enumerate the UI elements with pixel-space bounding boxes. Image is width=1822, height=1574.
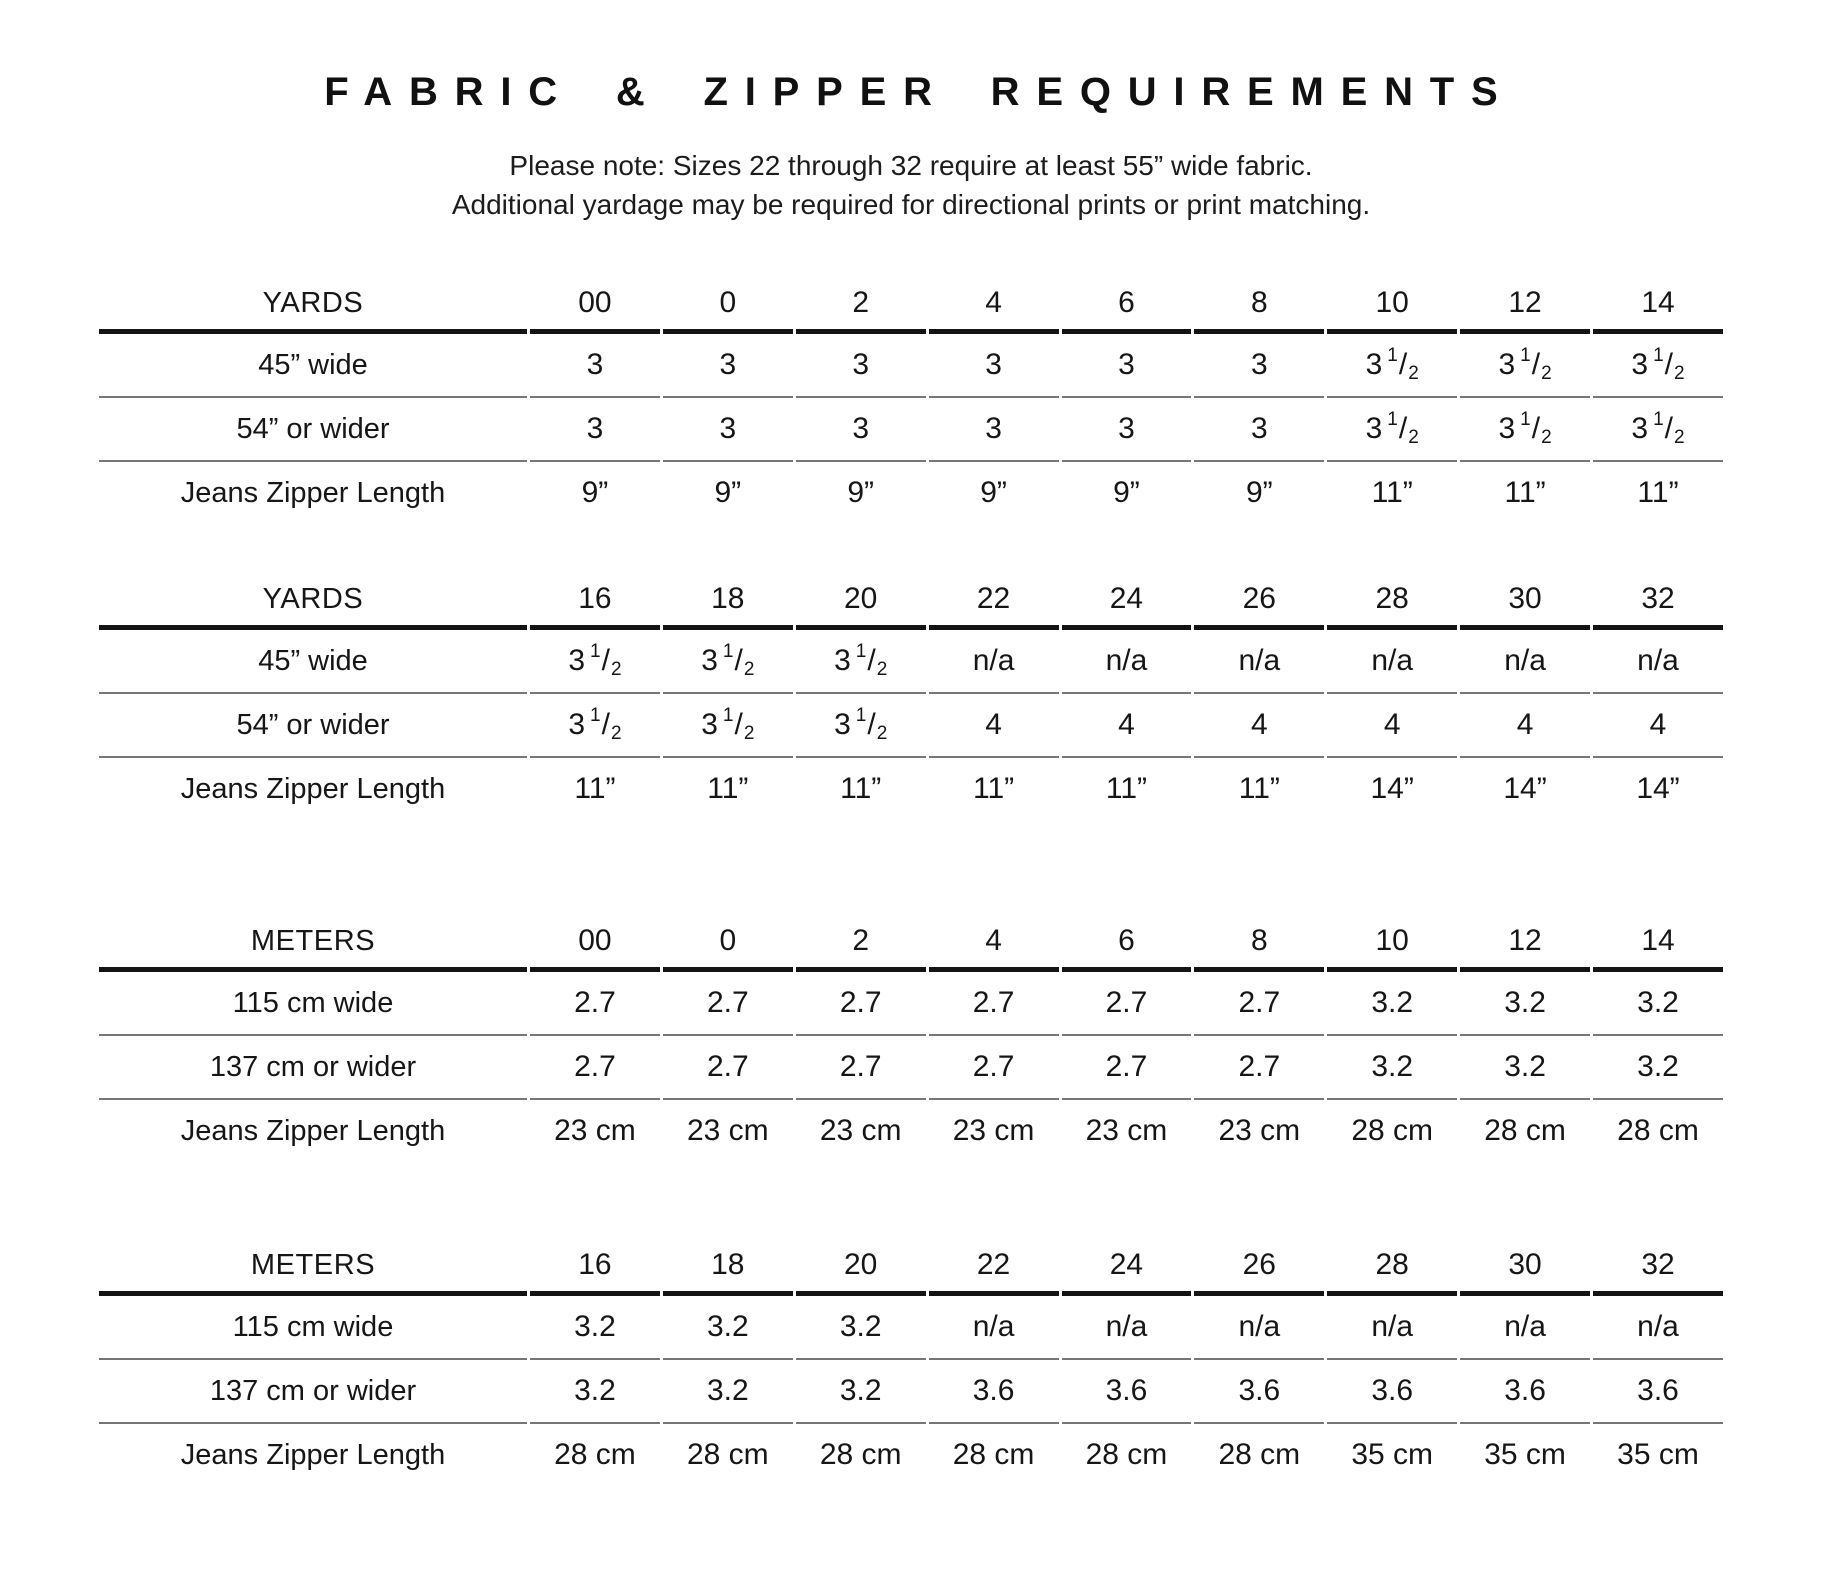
row-label: Jeans Zipper Length — [180, 476, 446, 509]
value-cell: 2.7 — [1194, 972, 1324, 1036]
size-header-cell: 24 — [1062, 1248, 1192, 1296]
value-cell: 14” — [1636, 772, 1680, 806]
unit-label: YARDS — [99, 582, 527, 630]
table-row — [99, 398, 1723, 462]
size-header-cell: 00 — [530, 286, 660, 334]
value-cell: 3.2 — [1593, 972, 1723, 1036]
value-cell: n/a — [1593, 630, 1723, 694]
value-cell: 2.7 — [1194, 1036, 1324, 1100]
unit-label: METERS — [99, 1248, 527, 1296]
value-cell: 3 — [929, 398, 1059, 462]
value-cell: 3 $^1$/2 — [796, 694, 926, 758]
size-header-cell: 12 — [1460, 286, 1590, 334]
value-cell: 28 cm — [819, 1438, 902, 1472]
value-cell: 11” — [1504, 476, 1546, 510]
value-cell: 9” — [714, 476, 742, 510]
fraction: $^1$/2 — [722, 705, 755, 745]
fraction: $^1$/2 — [1653, 345, 1685, 385]
size-header-cell: 00 — [530, 924, 660, 972]
row-label: Jeans Zipper Length — [180, 1438, 446, 1471]
table-row — [99, 694, 1723, 758]
size-header-cell: 18 — [663, 582, 793, 630]
value-cell: 2.7 — [663, 1036, 793, 1100]
value-cell: 3.2 — [1327, 1036, 1457, 1100]
value-cell: 23 cm — [952, 1114, 1035, 1148]
value-cell: 4 — [1460, 694, 1590, 758]
table-row — [99, 1296, 1723, 1360]
value-cell: 3 $^1$/2 — [1593, 334, 1723, 398]
value-cell: 3 $^1$/2 — [663, 630, 793, 694]
note-line-1: Please note: Sizes 22 through 32 require at least 55” wide fabric. — [509, 150, 1313, 181]
fraction: $^1$/2 — [1520, 409, 1552, 449]
value-cell: 3 $^1$/2 — [1327, 334, 1457, 398]
value-cell: n/a — [1593, 1296, 1723, 1360]
value-cell: 2.7 — [530, 1036, 660, 1100]
value-cell: 3.6 — [1194, 1360, 1324, 1424]
fraction: $^1$/2 — [1387, 409, 1419, 449]
fraction: $^1$/2 — [855, 705, 888, 745]
page-header — [0, 0, 1822, 224]
meters-table-sizes-16-32 — [96, 1248, 1726, 1486]
value-cell: 23 cm — [554, 1114, 636, 1148]
size-header-cell: 22 — [929, 1248, 1059, 1296]
size-header-cell: 28 — [1327, 582, 1457, 630]
table-row — [99, 1036, 1723, 1100]
value-cell: 3 — [530, 334, 660, 398]
value-cell: 4 — [1593, 694, 1723, 758]
value-cell: 35 cm — [1617, 1438, 1699, 1472]
value-cell: 4 — [1062, 694, 1192, 758]
table-row — [99, 1100, 1723, 1162]
value-cell: 11” — [1637, 476, 1679, 510]
size-header-cell: 32 — [1593, 1248, 1723, 1296]
value-cell: 11” — [1238, 772, 1280, 806]
page-title: FABRIC & ZIPPER REQUIREMENTS — [324, 70, 1515, 114]
value-cell: n/a — [1460, 630, 1590, 694]
value-cell: 3.2 — [1460, 972, 1590, 1036]
value-cell: 3 $^1$/2 — [663, 694, 793, 758]
value-cell: 2.7 — [796, 1036, 926, 1100]
size-header-cell: 32 — [1593, 582, 1723, 630]
row-label: Jeans Zipper Length — [180, 1114, 446, 1147]
tables-container — [96, 286, 1726, 1486]
size-header-cell: 10 — [1327, 286, 1457, 334]
row-label: 115 cm wide — [99, 972, 527, 1036]
size-header-cell: 4 — [929, 924, 1059, 972]
value-cell: 28 cm — [1617, 1114, 1699, 1148]
value-cell: 3.6 — [1327, 1360, 1457, 1424]
size-header-cell: 16 — [530, 582, 660, 630]
value-cell: n/a — [1327, 1296, 1457, 1360]
size-header-cell: 18 — [663, 1248, 793, 1296]
value-cell: 14” — [1503, 772, 1547, 806]
value-cell: n/a — [1194, 630, 1324, 694]
fraction: $^1$/2 — [1520, 345, 1552, 385]
table-row — [99, 758, 1723, 820]
value-cell: 9” — [980, 476, 1007, 510]
value-cell: 3.2 — [530, 1296, 660, 1360]
size-header-row — [99, 924, 1723, 972]
value-cell: 11” — [840, 772, 882, 806]
value-cell: 11” — [574, 772, 616, 806]
size-header-cell: 28 — [1327, 1248, 1457, 1296]
size-header-row — [99, 286, 1723, 334]
row-label: 115 cm wide — [99, 1296, 527, 1360]
value-cell: 3 — [1062, 398, 1192, 462]
row-label: 137 cm or wider — [99, 1360, 527, 1424]
value-cell: 3 $^1$/2 — [1460, 398, 1590, 462]
value-cell: 2.7 — [796, 972, 926, 1036]
yards-table-sizes-00-14 — [96, 286, 1726, 524]
value-cell: n/a — [929, 630, 1059, 694]
value-cell: 35 cm — [1351, 1438, 1434, 1472]
size-header-cell: 20 — [796, 582, 926, 630]
value-cell: 3.6 — [1460, 1360, 1590, 1424]
value-cell: 3.2 — [663, 1360, 793, 1424]
value-cell: 28 cm — [1484, 1114, 1566, 1148]
value-cell: 3.2 — [663, 1296, 793, 1360]
row-label: 137 cm or wider — [99, 1036, 527, 1100]
value-cell: 9” — [1113, 476, 1140, 510]
row-label: Jeans Zipper Length — [180, 772, 446, 805]
row-label: 54” or wider — [99, 694, 527, 758]
fraction: $^1$/2 — [722, 641, 755, 681]
fraction: $^1$/2 — [1387, 345, 1419, 385]
value-cell: 3 — [663, 334, 793, 398]
value-cell: 28 cm — [952, 1438, 1035, 1472]
value-cell: 35 cm — [1484, 1438, 1566, 1472]
fraction: $^1$/2 — [855, 641, 888, 681]
unit-label: YARDS — [99, 286, 527, 334]
value-cell: 4 — [929, 694, 1059, 758]
value-cell: n/a — [1327, 630, 1457, 694]
value-cell: 2.7 — [663, 972, 793, 1036]
value-cell: 3 $^1$/2 — [1327, 398, 1457, 462]
value-cell: 3 — [1194, 334, 1324, 398]
value-cell: 2.7 — [929, 972, 1059, 1036]
value-cell: 3 $^1$/2 — [796, 630, 926, 694]
size-header-cell: 14 — [1593, 286, 1723, 334]
yards-table-sizes-16-32 — [96, 582, 1726, 820]
value-cell: n/a — [1062, 630, 1192, 694]
value-cell: 3.2 — [796, 1360, 926, 1424]
value-cell: 3.2 — [530, 1360, 660, 1424]
size-header-cell: 26 — [1194, 1248, 1324, 1296]
size-header-cell: 4 — [929, 286, 1059, 334]
value-cell: 4 — [1194, 694, 1324, 758]
table-row — [99, 1424, 1723, 1486]
value-cell: 9” — [1245, 476, 1273, 510]
size-header-cell: 30 — [1460, 1248, 1590, 1296]
size-header-row — [99, 1248, 1723, 1296]
row-label: 45” wide — [99, 630, 527, 694]
fraction: $^1$/2 — [1653, 409, 1685, 449]
size-header-cell: 0 — [663, 924, 793, 972]
size-header-cell: 24 — [1062, 582, 1192, 630]
note-line-2: Additional yardage may be required for directional prints or print matching. — [451, 188, 1371, 220]
value-cell: 11” — [1371, 476, 1413, 510]
size-header-cell: 10 — [1327, 924, 1457, 972]
value-cell: 11” — [1105, 772, 1147, 806]
table-row — [99, 462, 1723, 524]
value-cell: n/a — [1460, 1296, 1590, 1360]
value-cell: 3 $^1$/2 — [1460, 334, 1590, 398]
value-cell: 3.2 — [796, 1296, 926, 1360]
value-cell: 28 cm — [686, 1438, 769, 1472]
value-cell: 3.6 — [1062, 1360, 1192, 1424]
value-cell: 2.7 — [1062, 972, 1192, 1036]
value-cell: n/a — [1062, 1296, 1192, 1360]
size-header-cell: 0 — [663, 286, 793, 334]
value-cell: 14” — [1370, 772, 1414, 806]
value-cell: n/a — [929, 1296, 1059, 1360]
fraction: $^1$/2 — [590, 705, 622, 745]
size-header-cell: 6 — [1062, 286, 1192, 334]
value-cell: 23 cm — [1218, 1114, 1301, 1148]
size-header-cell: 2 — [796, 924, 926, 972]
value-cell: 3.2 — [1460, 1036, 1590, 1100]
table-row — [99, 1360, 1723, 1424]
value-cell: 9” — [847, 476, 875, 510]
value-cell: 28 cm — [1218, 1438, 1301, 1472]
value-cell: 4 — [1327, 694, 1457, 758]
size-header-cell: 6 — [1062, 924, 1192, 972]
size-header-cell: 30 — [1460, 582, 1590, 630]
value-cell: 2.7 — [530, 972, 660, 1036]
value-cell: 23 cm — [1085, 1114, 1168, 1148]
value-cell: 3 — [929, 334, 1059, 398]
size-header-cell: 2 — [796, 286, 926, 334]
value-cell: 3.2 — [1593, 1036, 1723, 1100]
value-cell: 23 cm — [686, 1114, 769, 1148]
fraction: $^1$/2 — [590, 641, 622, 681]
table-row — [99, 334, 1723, 398]
unit-label: METERS — [99, 924, 527, 972]
size-header-cell: 14 — [1593, 924, 1723, 972]
table-row — [99, 630, 1723, 694]
size-header-cell: 8 — [1194, 286, 1324, 334]
value-cell: 3 $^1$/2 — [530, 694, 660, 758]
value-cell: 3 — [796, 398, 926, 462]
value-cell: 11” — [972, 772, 1015, 806]
value-cell: 2.7 — [1062, 1036, 1192, 1100]
meters-table-sizes-00-14 — [96, 924, 1726, 1162]
value-cell: 28 cm — [1351, 1114, 1434, 1148]
row-label: 54” or wider — [99, 398, 527, 462]
value-cell: n/a — [1194, 1296, 1324, 1360]
value-cell: 28 cm — [1085, 1438, 1168, 1472]
size-header-cell: 22 — [929, 582, 1059, 630]
value-cell: 3 — [1194, 398, 1324, 462]
size-header-cell: 12 — [1460, 924, 1590, 972]
value-cell: 11” — [707, 772, 749, 806]
value-cell: 3 — [530, 398, 660, 462]
value-cell: 28 cm — [554, 1438, 636, 1472]
value-cell: 23 cm — [819, 1114, 902, 1148]
value-cell: 2.7 — [929, 1036, 1059, 1100]
value-cell: 3 $^1$/2 — [1593, 398, 1723, 462]
size-header-cell: 8 — [1194, 924, 1324, 972]
value-cell: 3 — [796, 334, 926, 398]
size-header-cell: 20 — [796, 1248, 926, 1296]
value-cell: 9” — [581, 476, 609, 510]
value-cell: 3 — [663, 398, 793, 462]
value-cell: 3.6 — [929, 1360, 1059, 1424]
row-label: 45” wide — [99, 334, 527, 398]
table-row — [99, 972, 1723, 1036]
size-header-row — [99, 582, 1723, 630]
value-cell: 3.6 — [1593, 1360, 1723, 1424]
value-cell: 3.2 — [1327, 972, 1457, 1036]
value-cell: 3 $^1$/2 — [530, 630, 660, 694]
size-header-cell: 26 — [1194, 582, 1324, 630]
size-header-cell: 16 — [530, 1248, 660, 1296]
value-cell: 3 — [1062, 334, 1192, 398]
